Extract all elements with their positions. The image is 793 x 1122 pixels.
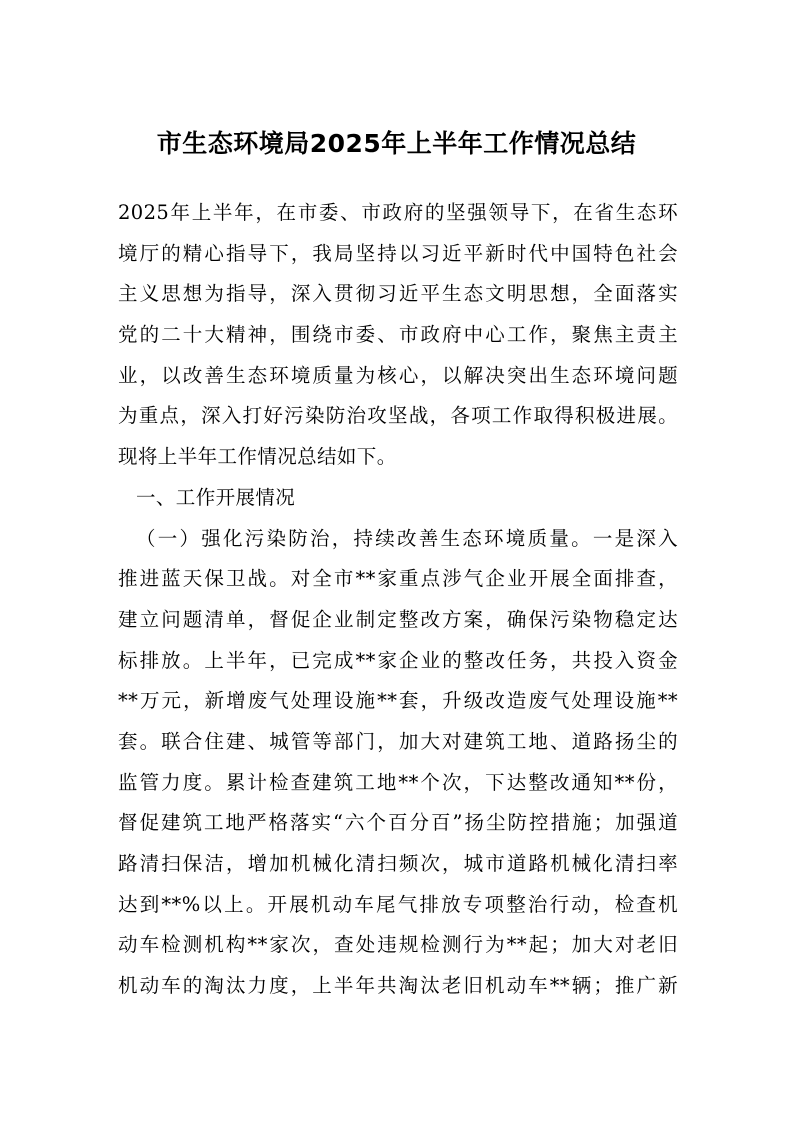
paragraph-line: 达到**%以上。开展机动车尾气排放专项整治行动，检查机 [118, 892, 678, 916]
paragraph-line: 机动车的淘汰力度，上半年共淘汰老旧机动车**辆；推广新 [118, 974, 678, 998]
paragraph-line: （一）强化污染防治，持续改善生态环境质量。一是深入 [136, 526, 678, 550]
paragraph-line: **万元，新增废气处理设施**套，升级改造废气处理设施** [118, 689, 678, 713]
paragraph-line: 现将上半年工作情况总结如下。 [118, 445, 397, 469]
paragraph-line: 2025年上半年，在市委、市政府的坚强领导下，在省生态环 [118, 201, 678, 224]
paragraph-line: 标排放。上半年，已完成**家企业的整改任务，共投入资金 [118, 648, 678, 672]
paragraph-line: 建立问题清单，督促企业制定整改方案，确保污染物稳定达 [118, 607, 678, 631]
paragraph-line: 路清扫保洁，增加机械化清扫频次，城市道路机械化清扫率 [118, 852, 678, 875]
paragraph-line: 督促建筑工地严格落实“六个百分百”扬尘防控措施；加强道 [118, 811, 678, 835]
paragraph-line: 党的二十大精神，围绕市委、市政府中心工作，聚焦主责主 [118, 323, 678, 347]
section-heading: 一、工作开展情况 [136, 485, 296, 509]
paragraph-line: 套。联合住建、城管等部门，加大对建筑工地、道路扬尘的 [118, 729, 678, 753]
paragraph-line: 监管力度。累计检查建筑工地**个次，下达整改通知**份， [118, 770, 678, 794]
paragraph-line: 为重点，深入打好污染防治攻坚战，各项工作取得积极进展。 [118, 404, 678, 428]
paragraph-line: 主义思想为指导，深入贯彻习近平生态文明思想，全面落实 [118, 282, 678, 306]
paragraph-line: 境厅的精心指导下，我局坚持以习近平新时代中国特色社会 [118, 241, 678, 265]
paragraph-line: 动车检测机构**家次，查处违规检测行为**起；加大对老旧 [118, 933, 678, 957]
paragraph-line: 业，以改善生态环境质量为核心，以解决突出生态环境问题 [118, 363, 678, 387]
document-title: 市生态环境局2025年上半年工作情况总结 [156, 129, 637, 158]
paragraph-line: 推进蓝天保卫战。对全市**家重点涉气企业开展全面排查， [118, 567, 678, 591]
document-body [118, 193, 678, 1007]
